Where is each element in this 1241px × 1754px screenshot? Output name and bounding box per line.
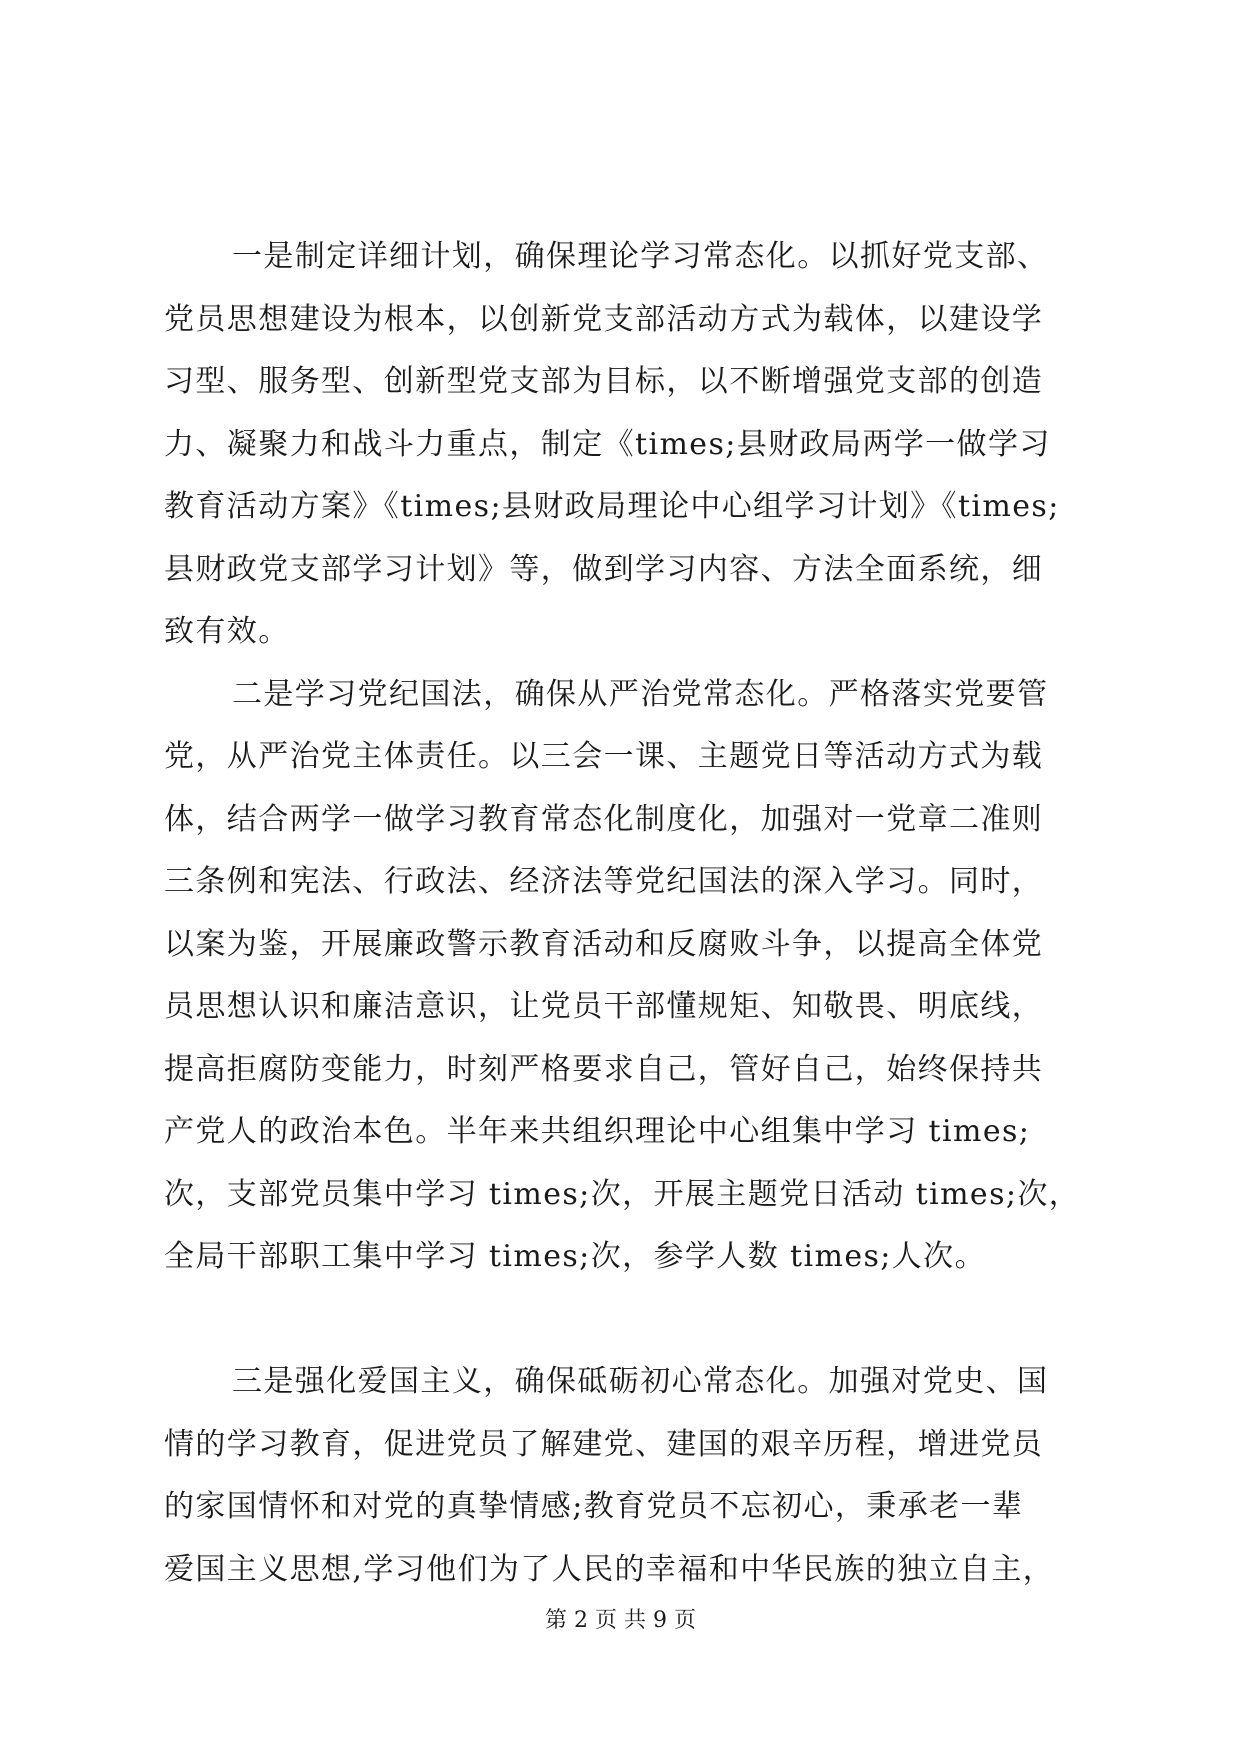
text-line: 爱国主义思想,学习他们为了人民的幸福和中华民族的独立自主， — [164, 1551, 1055, 1587]
text-line: 习型、服务型、创新型党支部为目标，以不断增强党支部的创造 — [164, 364, 1044, 399]
text-line: 的家国情怀和对党的真挚情感;教育党员不忘初心，秉承老一辈 — [164, 1489, 1024, 1524]
text-line: 员思想认识和廉洁意识，让党员干部懂规矩、知敬畏、明底线， — [164, 989, 1044, 1024]
text-line: 三是强化爱国主义，确保砥砺初心常态化。加强对党史、国 — [232, 1364, 1049, 1399]
text-line: 全局干部职工集中学习 times;次，参学人数 times;人次。 — [164, 1239, 986, 1274]
text-line — [164, 1289, 1082, 1352]
text-line: 提高拒腐防变能力，时刻严格要求自己，管好自己，始终保持共 — [164, 1051, 1044, 1087]
text-line: 一是制定详细计划，确保理论学习常态化。以抓好党支部、 — [232, 239, 1049, 274]
text-line: 县财政党支部学习计划》等，做到学习内容、方法全面系统，细 — [164, 551, 1044, 587]
text-line: 力、凝聚力和战斗力重点，制定《times;县财政局两学一做学习 — [164, 426, 1051, 462]
text-line: 产党人的政治本色。半年来共组织理论中心组集中学习 times; — [164, 1114, 1031, 1149]
text-line: 党，从严治党主体责任。以三会一课、主题党日等活动方式为载 — [164, 739, 1044, 774]
text-line: 以案为鉴，开展廉政警示教育活动和反腐败斗争，以提高全体党 — [164, 926, 1044, 962]
text-line: 体，结合两学一做学习教育常态化制度化，加强对一党章二准则 — [164, 801, 1044, 837]
body-text — [164, 226, 1082, 1601]
paragraph-1 — [164, 226, 1082, 664]
paragraph-3 — [164, 1351, 1082, 1601]
text-line: 教育活动方案》《times;县财政局理论中心组学习计划》《times; — [164, 489, 1060, 524]
paragraph-2 — [164, 664, 1082, 1352]
text-line: 党员思想建设为根本，以创新党支部活动方式为载体，以建设学 — [164, 301, 1044, 337]
text-line: 致有效。 — [164, 614, 290, 649]
text-line: 情的学习教育，促进党员了解建党、建国的艰辛历程，增进党员 — [164, 1426, 1044, 1462]
page-number: 第 2 页 共 9 页 — [545, 1608, 696, 1633]
text-line: 次，支部党员集中学习 times;次，开展主题党日活动 times;次， — [164, 1176, 1081, 1212]
text-line: 三条例和宪法、行政法、经济法等党纪国法的深入学习。同时， — [164, 864, 1044, 899]
text-line: 二是学习党纪国法，确保从严治党常态化。严格落实党要管 — [232, 676, 1049, 712]
